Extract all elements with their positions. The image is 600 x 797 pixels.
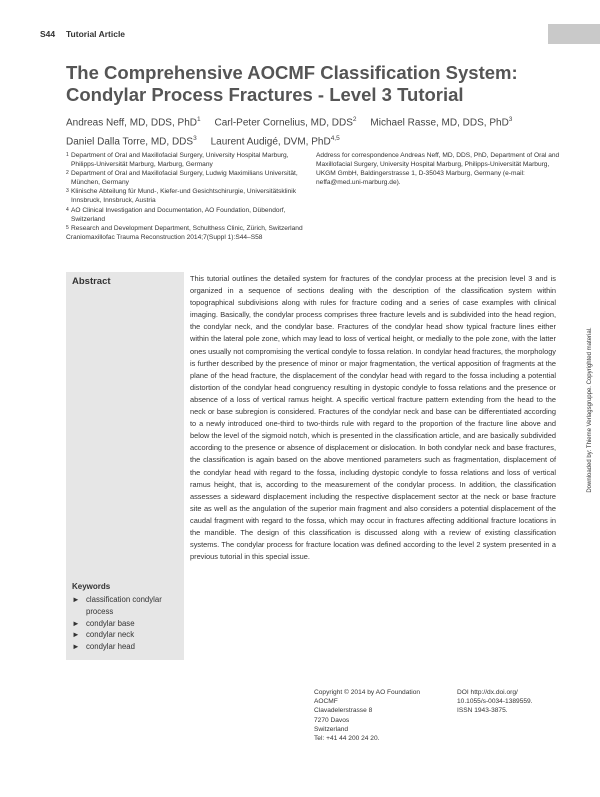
keywords-heading: Keywords [72,582,111,591]
affiliation-item: 2 Department of Oral and Maxillofacial Surgery, Ludwig Maximilians Universität, München, Germany [66,170,298,187]
author-name: Daniel Dalla Torre, MD, DDS [66,136,194,148]
doi-block: DOI http://dx.doi.org/ 10.1055/s-0034-1389559. ISSN 1943-3875. [457,688,567,716]
author-affil-sup: 1 [196,116,201,123]
bullet-arrow-icon: ► [72,642,80,652]
author-affil-sup: 4,5 [330,135,340,143]
affiliation-item: 5 Research and Development Department, Schulthess Clinic, Zürich, Switzerland [66,224,303,232]
author-affil-sup: 3 [193,135,197,143]
author-affil-sup: 2 [352,116,357,123]
article-title [66,62,556,106]
bullet-arrow-icon: ► [72,595,80,604]
abstract-heading: Abstract [72,276,111,287]
download-watermark: Downloaded by: Thieme Verlagsgruppe. Copyrighted material. [587,327,593,493]
affiliations [66,151,306,242]
author-name: Carl-Peter Cornelius, MD, DDS [214,117,353,129]
author-name: Andreas Neff, MD, DDS, PhD [66,117,197,129]
keyword-item: ► condylar neck [72,630,135,640]
keyword-item: ► classification condylar process [72,595,162,616]
abstract-text: This tutorial outlines the detailed system for fractures of the condylar process at the precision level 3 and is organized in a sequence of sections dealing with the description of the classification system within topographical subdivisions along with rules for fracture coding and a series of case examples with clinical imaging. Basically, the condylar process comprises three fracture levels and is subdivided into the head region, the condylar neck, and the condylar base. Fractures of the condylar head show typical fracture lines either within the lateral pole zone, which may lead to loss of vertical height, or medially to the pole zone, with the latter ones usually not compromising the vertical condyle to fossa relation. In condylar head fractures, the morphology is further described by the presence of minor or major fragmentation, the vertical apposition of fragments at the plane of the head fracture, the displacement of the condylar head with regard to the fossa including a potential distortion of the condylar head congruency resulting in dystopic condyle to fossa relations and the presence or absence of a loss of vertical ramus height. A specific vertical fracture pattern extending from the head to the neck or base subregion is considered. Fractures of the condylar neck and base can be differentiated according to a newly introduced one-third to two-thirds rule with regard to the proportion of the fracture line above and below the level of the sigmoid notch, which is presented in the classification article, and are basically subdivided according to the presence or absence of displacement or dislocation. In both condylar neck and base fractures, the classification is again based on the above mentioned parameters such as fragmentation, displacement of the condylar head with regard to the fossa, including dystopic condyle to fossa relations and loss of vertical ramus height, that is, according to the measurement of the condylar process. In addition, the classification assesses a sideward displacement including the respective displacement sector at the neck or base fracture site as well as the angulation of the superior main fragment and also considers a potential displacement of the caudal fragment with regard to the fossa, which may occur in fractures affecting additional fracture locations in the mandible. The design of this classification is discussed along with a review of existing classification systems. The condylar process for fracture location was defined according to the level 2 system presented in a previous tutorial in this special issue. [190,274,556,562]
correspondence-address: Address for correspondence Andreas Neff, MD, DDS, PhD, Department of Oral and Maxillofacial Surgery, University Hospital Marburg, Philipps-Universität Marburg, UKGM GmbH, Baldingerstrasse 1, D-35043 Marburg, Germany (e-mail: neffa@med.uni-marburg.de). [316,152,560,187]
author-list [66,112,556,151]
title-line-1: The Comprehensive AOCMF Classification System: [66,62,518,83]
author-name: Michael Rasse, MD, DDS, PhD [370,117,509,129]
copyright-block: Copyright © 2014 by AO Foundation AOCMF Clavadelerstrasse 8 7270 Davos Switzerland Tel: +41 44 200 24 20. [314,689,421,743]
bullet-arrow-icon: ► [72,618,80,628]
journal-citation: Craniomaxillofac Trauma Reconstruction 2014;7(Suppl 1):S44–S58 [66,233,263,241]
header-tab-decoration [548,24,600,44]
author-affil-sup: 3 [508,116,513,123]
keyword-item: ► condylar base [72,618,135,628]
page-number: S44 [40,29,56,39]
keyword-item: ► condylar head [72,642,135,652]
keywords-list [72,594,182,653]
section-label: Tutorial Article [66,29,126,39]
affiliation-item: 1 Department of Oral and Maxillofacial Surgery, University Hospital Marburg, Philipps-Universität Marburg, Marburg, Germany [66,152,289,169]
doi-link[interactable]: DOI http://dx.doi.org/ [457,689,518,696]
bullet-arrow-icon: ► [72,630,80,640]
affiliation-item: 3 Klinische Abteilung für Mund-, Kiefer-und Gesichtschirurgie, Universitätsklinik Innsbruck, Innsbruck, Austria [66,188,297,205]
author-name: Laurent Audigé, DVM, PhD [210,136,331,148]
title-line-2: Condylar Process Fractures - Level 3 Tutorial [66,84,464,105]
affiliation-item: 4 AO Clinical Investigation and Documentation, AO Foundation, Dübendorf, Switzerland [66,206,286,223]
